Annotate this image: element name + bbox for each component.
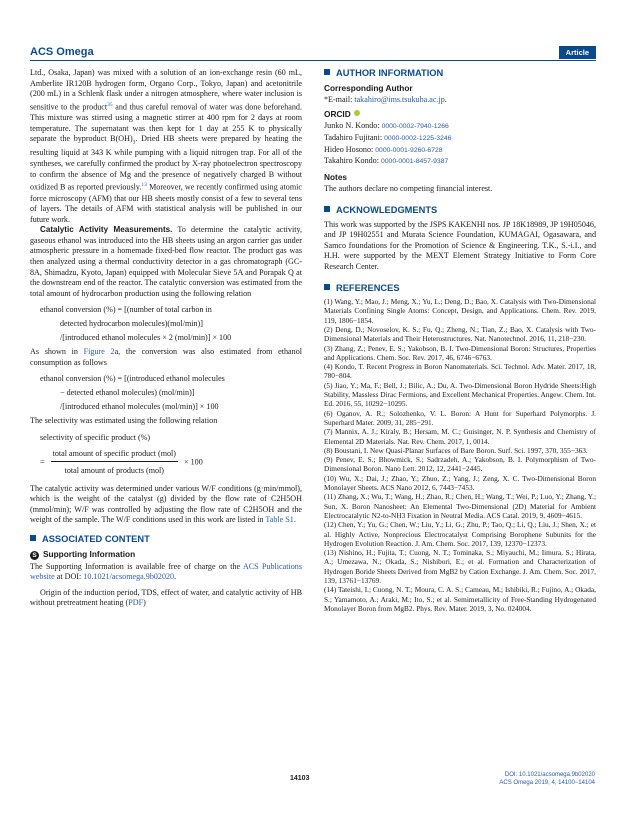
figure-2-link[interactable]: Figure 2 bbox=[83, 347, 115, 357]
footer-doi-link[interactable]: DOI: 10.1021/acsomega.9b02020 bbox=[504, 772, 595, 778]
footer-journal-citation: ACS Omega 2019, 4, 14100−14104 bbox=[499, 779, 595, 786]
section-square-icon bbox=[324, 69, 330, 75]
equation-conversion-1: ethanol conversion (%) = [(number of total carbon in detected hydrocarbon molecules)(mol/min)] /[introduced ethanol molecules × 2 (mol/min)] × 100 bbox=[40, 305, 232, 342]
acs-publications-link[interactable]: ACS Publications website bbox=[30, 561, 302, 582]
supporting-info-text: The Supporting Information is available free of charge on the ACS Publications website at DOI: 10.1021/acsomega.9b02020. bbox=[30, 561, 302, 582]
acknowledgments-heading: ACKNOWLEDGMENTS bbox=[324, 205, 596, 216]
pdf-link[interactable]: PDF bbox=[128, 598, 144, 608]
page-number: 14103 bbox=[290, 775, 310, 782]
orcid-icon bbox=[354, 110, 360, 116]
reference-item: (14) Tateishi, I.; Cuong, N. T.; Moura, C. A. S.; Cameau, M.; Ishibiki, R.; Fujino, A.; Okada, S.; Yamamoto, A.; Araki, M.; Ito, S.; et al. Semimetallicity of Free-Standing Hydrogenated Monolayer Boron from MgB2. Phys. Rev. Mater. 2019, 3, No. 024004. bbox=[324, 585, 596, 613]
supporting-info-item: Origin of the induction period, TDS, effect of water, and catalytic activity of HB without pretreatment heating (PDF) bbox=[30, 587, 302, 608]
figure-paragraph: As shown in Figure 2a, the conversion was also estimated from ethanol consumption as follows bbox=[30, 347, 302, 367]
orcid-link[interactable]: 0000-0001-9260-6728 bbox=[375, 146, 443, 154]
reference-item: (7) Mannix, A. J.; Kiraly, B.; Hersam, M. C.; Guisinger, N. P. Synthesis and Chemistry of Elemental 2D Materials. Nat. Rev. Chem. 2017, 1, 0014. bbox=[324, 427, 596, 446]
corresponding-author-heading: Corresponding Author bbox=[324, 82, 413, 93]
reference-item: (9) Penev, E. S.; Bhowmick, S.; Sadrzadeh, A.; Yakobson, B. I. Polymorphism of Two-Dimensional Boron. Nano Lett. 2012, 12, 2441−2445. bbox=[324, 455, 596, 474]
acknowledgments-text: This work was supported by the JSPS KAKENHI nos. JP 18K18989, JP 19H05046, and JP 19H02551 and Murata Science Foundation, KUMAGAI, Ogasawara, and Samco foundations for the Promotion of Science & Engineering. T.K., S.-i.I., and H.H. were supported by the MEXT Element Strategy Initiative to Form Core Research Center. bbox=[324, 219, 596, 271]
orcid-link[interactable]: 0000-0002-7940-1266 bbox=[381, 123, 449, 131]
section-square-icon bbox=[324, 206, 330, 212]
equation-selectivity: selectivity of specific product (%) = $\frac{\text{total amount of specific product (mol)}}{\text{total amount of products (mol)}}$ × 100 bbox=[40, 432, 203, 475]
orcid-link[interactable]: 0000-0001-8457-9387 bbox=[380, 158, 449, 166]
selectivity-paragraph: The selectivity was estimated using the following relation bbox=[30, 416, 218, 426]
reference-item: (3) Zhang, Z.; Penev, E. S.; Yakobson, B. I. Two-Dimensional Boron: Structures, Properties and Applications. Chem. Soc. Rev. 2017, 46, 6746−6763. bbox=[324, 343, 596, 362]
supporting-info-icon: S bbox=[30, 551, 39, 560]
catalytic-heading: Catalytic Activity Measurements. bbox=[40, 225, 173, 235]
reference-item: (10) Wu, X.; Dai, J.; Zhao, Y.; Zhuo, Z.; Yang, J.; Zeng, X. C. Two-Dimensional Boron Monolayer Sheets. ACS Nano 2012, 6, 7443−7453. bbox=[324, 473, 596, 493]
header-rule bbox=[30, 60, 596, 61]
reference-item: (8) Boustani, I. New Quasi-Planar Surfaces of Bare Boron. Surf. Sci. 1997, 370, 355−363. bbox=[324, 445, 588, 455]
orcid-heading: ORCID bbox=[324, 109, 596, 120]
article-badge: Article bbox=[559, 46, 596, 59]
section-square-icon bbox=[30, 535, 36, 541]
orcid-entry: Takahiro Kondo: 0000-0001-8457-9387 bbox=[324, 156, 449, 166]
orcid-list bbox=[324, 121, 596, 167]
methods-paragraph: Ltd., Osaka, Japan) was mixed with a solution of an ion-exchange resin (60 mL, Amberlite IR120B hydrogen form, Organo Corp., Tokyo, Japan) and acetonitrile (200 mL) in a Schlenk flask under a nitrogen atmosphere, where water inclusion is sensitive to the product$^{35}$ and thus careful removal of water was done beforehand. This mixture was stirred using a magnetic stirrer at 400 rpm for 2 days at room temperature. The supernatant was then kept for 1 day at 255 K to physically separate the byproduct $B(OH)_3$. Dried HB sheets were prepared by heating the resulting liquid at 343 K while pumping with a liquid nitrogen trap. For all of the syntheses, we carefully confirmed the product by X-ray photoelectron spectroscopy to confirm the absence of Mg and the presence of negatively charged B without oxidized B as reported previously.$^{13}$ Moreover, we recently confirmed using atomic force microscopy (AFM) that our HB sheets mostly consist of a few to several tens of layers. The details of AFM with statistical analysis will be published in our future work. bbox=[30, 68, 302, 224]
citation-35[interactable]: 35 bbox=[107, 101, 113, 108]
notes-text: The authors declare no competing financial interest. bbox=[324, 184, 493, 194]
wf-paragraph: The catalytic activity was determined under various W/F conditions (g·min/mmol), which is the weight of the catalyst (g) divided by the flow rate of C2H5OH (mmol/min); W/F was controlled by adjusting the flow rate of C2H5OH and the weight of the sample. The W/F conditions used in this work are listed in Table S1. bbox=[30, 483, 302, 525]
email-link[interactable]: takahiro@ims.tsukuba.ac.jp bbox=[354, 95, 445, 105]
email-line: *E-mail: takahiro@ims.tsukuba.ac.jp. bbox=[324, 95, 447, 105]
reference-item: (1) Wang, Y.; Mao, J.; Meng, X.; Yu, L.; Deng, D.; Bao, X. Catalysis with Two-Dimensional Materials Confining Single Atoms: Concept, Design, and Applications. Chem. Rev. 2019, 119, 1806−1854. bbox=[324, 297, 596, 325]
reference-item: (12) Chen, Y.; Yu, G.; Chen, W.; Liu, Y.; Li, G.; Zhu, P.; Tao, Q.; Li, Q.; Liu, J.; Shen, X.; et al. Highly Active, Nonprecious Electrocatalyst Comprising Borophene Subunits for the Hydrogen Evolution Reaction. J. Am. Chem. Soc. 2017, 139, 12370−12373. bbox=[324, 520, 596, 548]
reference-item: (6) Oganov, A. R.; Solozhenko, V. L. Boron: A Hunt for Superhard Polymorphs. J. Superhard Mater. 2009, 31, 285−291. bbox=[324, 408, 596, 427]
reference-item: (4) Kondo, T. Recent Progress in Boron Nanomaterials. Sci. Technol. Adv. Mater. 2017, 18, 780−804. bbox=[324, 362, 596, 381]
reference-item: (5) Jiao, Y.; Ma, F.; Bell, J.; Bilic, A.; Du, A. Two-Dimensional Boron Hydride Sheets:High Stability, Massless Dirac Fermions, and Excellent Mechanical Properties. Angew. Chem. Int. Ed. 2016, 55, 10292−10295. bbox=[324, 380, 596, 409]
notes-heading: Notes bbox=[324, 171, 348, 182]
reference-item: (11) Zhang, X.; Wu, T.; Wang, H.; Zhao, R.; Chen, H.; Wang, T.; Wei, P.; Luo, Y.; Zhang, Y.; Sun, X. Boron Nanosheet: An Elemental Two-Dimensional (2D) Material for Ambient Electrocatalytic N2-to-NH3 Fixation in Neutral Media. ACS Catal. 2019, 9, 4609−4615. bbox=[324, 492, 596, 520]
doi-link[interactable]: 10.1021/acsomega.9b02020 bbox=[83, 572, 175, 582]
catalytic-paragraph: Catalytic Activity Measurements. To determine the catalytic activity, gaseous ethanol was introduced into the HB sheets using an argon carrier gas under atmospheric pressure in a homemade fixed-bed flow reactor. The product gas was then analyzed using a thermal conductivity detector in a gas chromatograph (GC-8A, Shimadzu, Kyoto, Japan) equipped with Molecular Sieve 5A and Porapak Q at the downstream end of the reactor. The catalytic conversion was estimated from the total amount of hydrocarbon production using the following relation bbox=[30, 225, 302, 298]
equation-conversion-2: ethanol conversion (%) = [(introduced ethanol molecules − detected ethanol molecules) (mol/min)] /[introduced ethanol molecules (mol/min)] × 100 bbox=[40, 374, 225, 411]
orcid-entry: Hideo Hosono: 0000-0001-9260-6728 bbox=[324, 144, 443, 154]
journal-name[interactable]: ACS Omega bbox=[30, 46, 94, 58]
reference-list bbox=[324, 297, 596, 613]
right-column bbox=[324, 68, 596, 613]
author-info-heading: AUTHOR INFORMATION bbox=[324, 68, 596, 79]
left-column bbox=[30, 68, 302, 609]
orcid-entry: Junko N. Kondo: 0000-0002-7940-1266 bbox=[324, 121, 449, 131]
reference-item: (13) Nishino, H.; Fujita, T.; Cuong, N. T.; Tominaka, S.; Miyauchi, M.; Iimura, S.; Hirata, A.; Umezawa, N.; Okada, S.; Nishibori, E.; et al. Formation and Characterization of Hydrogen Boride Sheets Derived from MgB2 by Cation Exchange. J. Am. Chem. Soc. 2017, 139, 13761−13769. bbox=[324, 548, 596, 585]
footer-citation bbox=[499, 772, 595, 787]
citation-13[interactable]: 13 bbox=[141, 182, 147, 189]
associated-content-heading: ASSOCIATED CONTENT bbox=[30, 534, 302, 545]
reference-item: (2) Deng, D.; Novoselov, K. S.; Fu, Q.; Zheng, N.; Tian, Z.; Bao, X. Catalysis with Two-Dimensional Materials and Their Heterostructures. Nat. Nanotechnol. 2016, 11, 218−230. bbox=[324, 324, 596, 344]
section-square-icon bbox=[324, 284, 330, 290]
supporting-info-heading: S Supporting Information bbox=[30, 549, 302, 560]
table-s1-link[interactable]: Table S1 bbox=[265, 515, 294, 525]
orcid-entry: Tadahiro Fujitani: 0000-0002-1225-3246 bbox=[324, 132, 452, 142]
orcid-link[interactable]: 0000-0002-1225-3246 bbox=[384, 134, 452, 142]
page-header bbox=[30, 46, 596, 60]
references-heading: REFERENCES bbox=[324, 283, 596, 294]
